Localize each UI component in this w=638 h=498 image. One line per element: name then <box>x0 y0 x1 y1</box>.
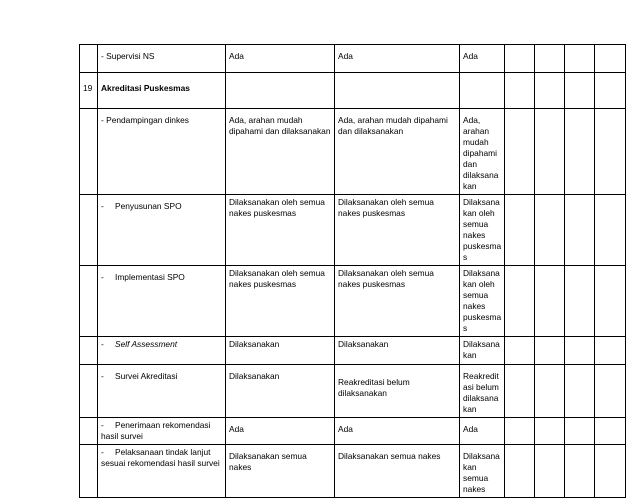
table-row <box>80 445 626 498</box>
empty-cell <box>505 365 535 418</box>
value-cell: Ada <box>335 418 460 445</box>
empty-cell <box>535 195 565 266</box>
empty-cell <box>565 266 595 337</box>
empty-cell <box>505 73 535 109</box>
empty-cell <box>595 195 626 266</box>
bullet-dash: - <box>101 339 104 349</box>
empty-cell <box>595 45 626 73</box>
value-cell: Ada <box>226 45 335 73</box>
empty-cell <box>535 45 565 73</box>
empty-cell <box>505 445 535 498</box>
value-cell: Ada, arahan mudah dipahami dan dilaksana kan <box>460 109 505 195</box>
value-cell: Dilaksanakan <box>226 337 335 365</box>
empty-cell <box>505 266 535 337</box>
value-cell: Ada <box>226 418 335 445</box>
value-cell: Ada <box>460 45 505 73</box>
empty-cell <box>565 73 595 109</box>
empty-cell <box>505 45 535 73</box>
empty-cell <box>565 365 595 418</box>
item-cell <box>98 445 226 498</box>
empty-cell <box>535 109 565 195</box>
row-number <box>80 418 98 445</box>
table-row <box>80 195 626 266</box>
item-label: Self Assessment <box>115 339 178 349</box>
value-cell: Ada <box>335 45 460 73</box>
empty-cell <box>565 418 595 445</box>
value-cell: Reakredit asi belum dilaksana kan <box>460 365 505 418</box>
empty-cell <box>565 109 595 195</box>
empty-cell <box>505 418 535 445</box>
table-row <box>80 45 626 73</box>
value-cell: Reakreditasi belum dilaksanakan <box>335 365 460 418</box>
value-cell: Dilaksanakan oleh semua nakes puskesmas <box>226 195 335 266</box>
empty-cell <box>505 109 535 195</box>
empty-cell <box>535 266 565 337</box>
empty-cell <box>535 73 565 109</box>
empty-cell <box>535 365 565 418</box>
item-label: Implementasi SPO <box>115 272 185 282</box>
bullet-dash: - <box>101 201 104 211</box>
value-cell: Dilaksana kan semua nakes <box>460 445 505 498</box>
value-cell <box>335 73 460 109</box>
row-number <box>80 195 98 266</box>
empty-cell <box>595 445 626 498</box>
value-cell: Dilaksana kan oleh semua nakes puskesma s <box>460 195 505 266</box>
item-cell <box>98 418 226 445</box>
empty-cell <box>565 195 595 266</box>
section-heading: Akreditasi Puskesmas <box>98 73 226 109</box>
value-cell <box>460 73 505 109</box>
bullet-dash: - <box>101 272 104 282</box>
value-cell: Dilaksanakan semua nakes <box>226 445 335 498</box>
item-label: Survei Akreditasi <box>115 371 178 381</box>
value-cell: Ada, arahan mudah dipahami dan dilaksanakan <box>335 109 460 195</box>
item-label: Penyusunan SPO <box>115 201 182 211</box>
value-cell: Dilaksana kan oleh semua nakes puskesma s <box>460 266 505 337</box>
empty-cell <box>595 109 626 195</box>
empty-cell <box>565 337 595 365</box>
row-number <box>80 45 98 73</box>
value-cell: Dilaksanakan oleh semua nakes puskesmas <box>226 266 335 337</box>
value-cell: Dilaksanakan oleh semua nakes puskesmas <box>335 195 460 266</box>
item-cell <box>98 266 226 337</box>
empty-cell <box>535 337 565 365</box>
row-number <box>80 365 98 418</box>
bullet-dash: - <box>101 420 104 430</box>
item-cell <box>98 337 226 365</box>
value-cell: Ada <box>460 418 505 445</box>
table-row <box>80 337 626 365</box>
bullet-dash: - <box>101 447 104 457</box>
value-cell <box>226 73 335 109</box>
empty-cell <box>505 337 535 365</box>
empty-cell <box>595 73 626 109</box>
item-label: Pelaksanaan tindak lanjut sesuai rekomendasi hasil survei <box>101 447 220 468</box>
row-number: 19 <box>80 73 98 109</box>
item-label: Penerimaan rekomendasi hasil survei <box>101 420 211 441</box>
empty-cell <box>595 365 626 418</box>
value-cell: Dilaksanakan <box>335 337 460 365</box>
value-cell: Dilaksanakan oleh semua nakes puskesmas <box>335 266 460 337</box>
table-row <box>80 266 626 337</box>
item-cell <box>98 195 226 266</box>
item-cell: - Supervisi NS <box>98 45 226 73</box>
empty-cell <box>595 266 626 337</box>
row-number <box>80 445 98 498</box>
empty-cell <box>565 45 595 73</box>
empty-cell <box>535 445 565 498</box>
empty-cell <box>595 337 626 365</box>
table-row <box>80 73 626 109</box>
value-cell: Dilaksanakan semua nakes <box>335 445 460 498</box>
item-cell <box>98 365 226 418</box>
value-cell: Ada, arahan mudah dipahami dan dilaksanakan <box>226 109 335 195</box>
table-row <box>80 418 626 445</box>
monitoring-table <box>79 44 626 498</box>
bullet-dash: - <box>101 371 104 381</box>
document-table-wrapper <box>79 44 626 498</box>
empty-cell <box>565 445 595 498</box>
empty-cell <box>595 418 626 445</box>
table-row <box>80 365 626 418</box>
item-cell: - Pendampingan dinkes <box>98 109 226 195</box>
value-cell: Dilaksanakan <box>226 365 335 418</box>
empty-cell <box>505 195 535 266</box>
row-number <box>80 337 98 365</box>
table-row <box>80 109 626 195</box>
empty-cell <box>535 418 565 445</box>
row-number <box>80 266 98 337</box>
row-number <box>80 109 98 195</box>
value-cell: Dilaksana kan <box>460 337 505 365</box>
